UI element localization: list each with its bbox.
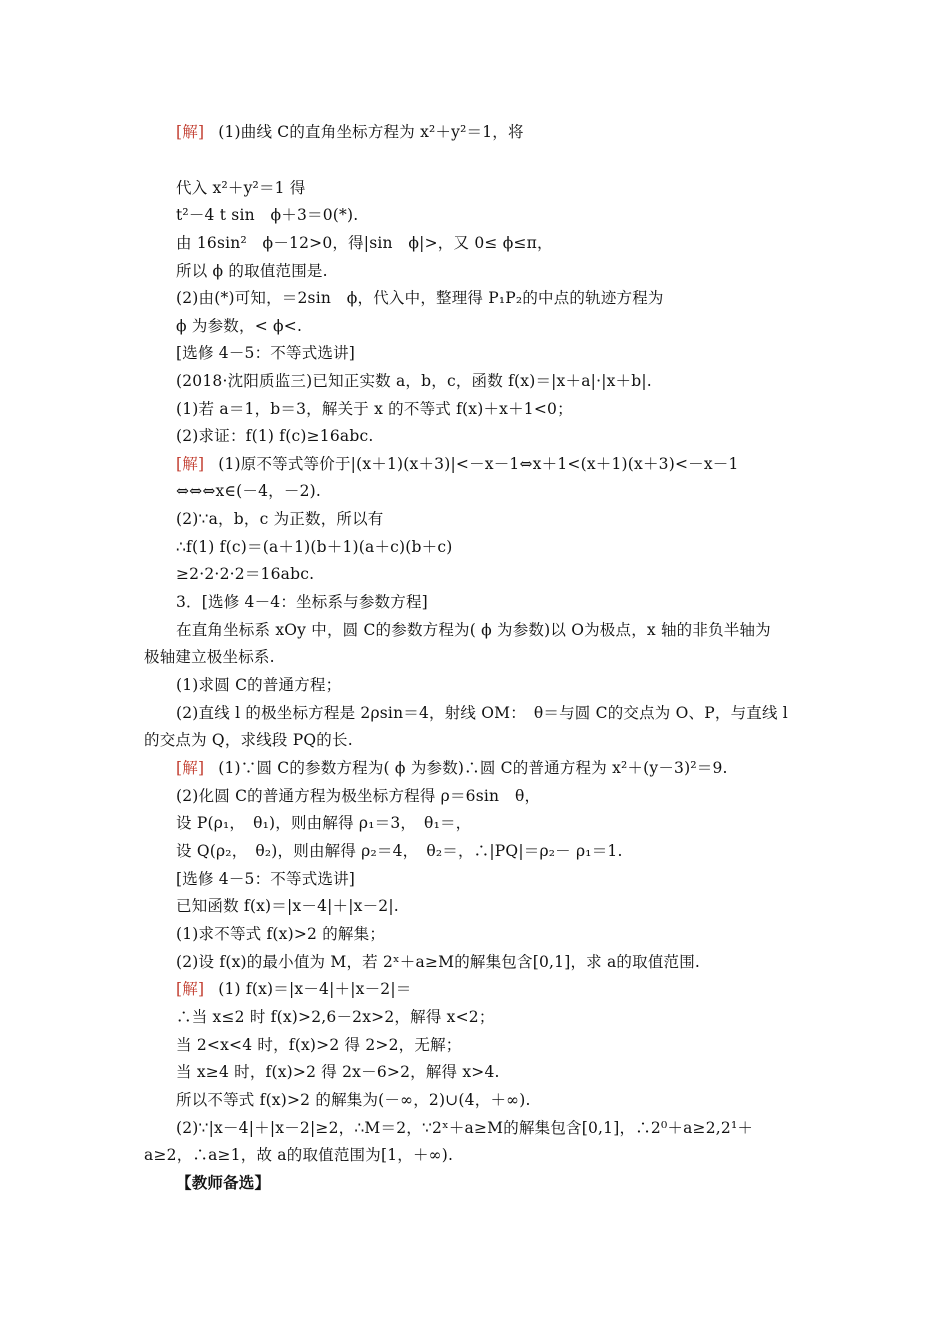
section-heading: [选修 4－5：不等式选讲] [176, 870, 356, 888]
text-line: (1)若 a＝1，b＝3，解关于 x 的不等式 f(x)＋x＋1<0； [176, 400, 573, 418]
text-line: 设 Q(ρ₂， θ₂)，则由解得 ρ₂＝4， θ₂＝，∴|PQ|＝ρ₂－ ρ₁＝1. [176, 842, 623, 860]
text-line: (2)直线 l 的极坐标方程是 2ρsin＝4，射线 OM： θ＝与圆 C的交点为 O、P，与直线 l [176, 704, 788, 722]
solution-tag: [解] [176, 455, 205, 473]
solution-line: [解] (1)∵圆 C的参数方程为( ϕ 为参数)∴圆 C的普通方程为 x²＋(y－3)²＝9. [176, 759, 728, 777]
text-line: (2)∵a，b，c 为正数，所以有 [176, 510, 384, 528]
solution-tag: [解] [176, 980, 205, 998]
text-line: ∴f(1) f(c)＝(a＋1)(b＋1)(a＋c)(b＋c) [176, 538, 453, 556]
solution-tag: [解] [176, 759, 205, 777]
problem-text: 在直角坐标系 xOy 中，圆 C的参数方程为( ϕ 为参数)以 O为极点，x 轴的非负半轴为 [176, 621, 771, 639]
text-line: a≥2，∴a≥1，故 a的取值范围为[1，＋∞). [144, 1146, 454, 1164]
text-line: 代入 x²＋y²＝1 得 [176, 179, 306, 197]
teacher-notes-heading: 【教师备选】 [176, 1173, 271, 1192]
problem-text: 已知函数 f(x)＝|x－4|＋|x－2|. [176, 897, 399, 915]
solution-line: [解] (1)原不等式等价于|(x＋1)(x＋3)|<－x－1⇔x＋1<(x＋1)(x＋3)<－x－1 [176, 455, 739, 473]
text-line: ϕ 为参数，< ϕ<. [176, 317, 303, 335]
solution-tag: [解] [176, 123, 205, 141]
text-line: (1)求不等式 f(x)>2 的解集； [176, 925, 386, 943]
text-line: ∴当 x≤2 时 f(x)>2,6－2x>2，解得 x<2； [176, 1008, 495, 1026]
text-line: (2)设 f(x)的最小值为 M，若 2ˣ＋a≥M的解集包含[0,1]，求 a的取值范围. [176, 953, 701, 971]
problem-text: (2018·沈阳质监三)已知正实数 a，b，c，函数 f(x)＝|x＋a|·|x＋b|. [176, 372, 652, 390]
text-line: (1)求圆 C的普通方程； [176, 676, 342, 694]
text-line: (2)求证：f(1) f(c)≥16abc. [176, 427, 374, 445]
text-line: ⇔⇔⇔x∈(－4，－2). [176, 482, 322, 500]
text-line: 由 16sin² ϕ－12>0，得|sin ϕ|>，又 0≤ ϕ≤π， [176, 234, 553, 252]
section-heading: 3．[选修 4－4：坐标系与参数方程] [176, 593, 428, 611]
section-heading: [选修 4－5：不等式选讲] [176, 344, 356, 362]
text-line: ≥2·2·2·2＝16abc. [176, 565, 315, 583]
problem-text: 极轴建立极坐标系. [144, 648, 275, 666]
text-line: t²－4 t sin ϕ＋3＝0(*). [176, 206, 359, 224]
text-line: 所以 ϕ 的取值范围是. [176, 262, 328, 280]
text-line: (2)由(*)可知，＝2sin ϕ，代入中，整理得 P₁P₂的中点的轨迹方程为 [176, 289, 664, 307]
solution-line: [解] (1)曲线 C的直角坐标方程为 x²＋y²＝1，将 [176, 123, 524, 141]
solution-line: [解] (1) f(x)＝|x－4|＋|x－2|＝ [176, 980, 412, 998]
text-line: (2)∵|x－4|＋|x－2|≥2，∴M＝2，∵2ˣ＋a≥M的解集包含[0,1]，∴2⁰＋a≥2,2¹＋ [176, 1119, 754, 1137]
text-line: 当 x≥4 时，f(x)>2 得 2x－6>2，解得 x>4. [176, 1063, 500, 1081]
text-line: (2)化圆 C的普通方程为极坐标方程得 ρ＝6sin θ， [176, 787, 541, 805]
text-line: 所以不等式 f(x)>2 的解集为(－∞，2)∪(4，＋∞). [176, 1091, 531, 1109]
text-line: 设 P(ρ₁， θ₁)，则由解得 ρ₁＝3， θ₁＝， [176, 814, 472, 832]
text-line: 的交点为 Q，求线段 PQ的长. [144, 731, 353, 749]
text-line: 当 2<x<4 时，f(x)>2 得 2>2，无解； [176, 1036, 462, 1054]
